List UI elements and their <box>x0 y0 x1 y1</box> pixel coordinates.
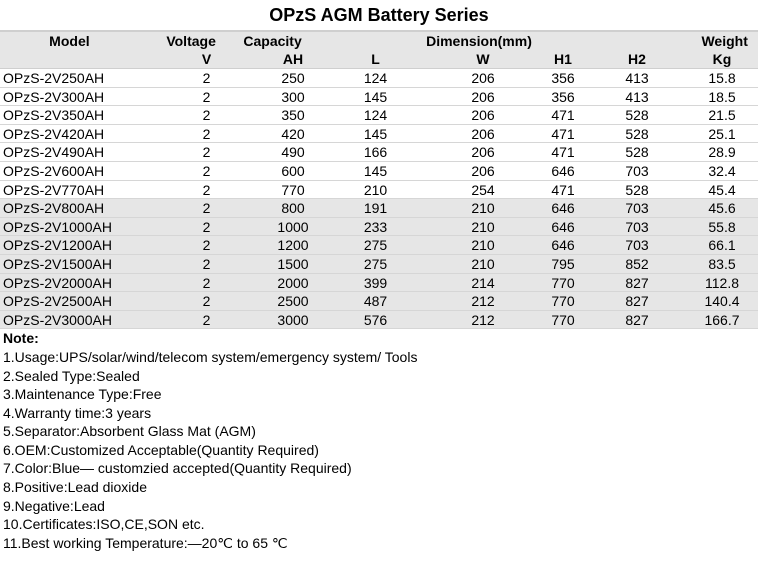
note-item: 8.Positive:Lead dioxide <box>3 479 147 496</box>
cell-v: 2 <box>202 181 211 198</box>
notes-list <box>3 348 758 553</box>
cell-v: 2 <box>202 70 211 86</box>
cell-h2: 528 <box>625 144 649 161</box>
cell-w: 210 <box>471 237 495 254</box>
cell-kg: 21.5 <box>708 107 736 124</box>
cell-l: 124 <box>363 70 388 86</box>
cell-model: OPzS-2V770AH <box>3 181 105 198</box>
cell-v: 2 <box>202 200 211 217</box>
cell-v: 2 <box>202 255 211 272</box>
cell-h1: 471 <box>551 107 575 124</box>
cell-h2: 413 <box>625 70 649 86</box>
cell-v: 2 <box>202 144 211 161</box>
cell-w: 210 <box>471 200 495 217</box>
cell-h1: 770 <box>551 274 575 291</box>
cell-w: 212 <box>471 311 495 328</box>
cell-model: OPzS-2V490AH <box>3 144 105 161</box>
cell-kg: 15.8 <box>708 70 736 86</box>
table-row <box>0 274 758 293</box>
cell-ah: 1500 <box>277 255 309 272</box>
cell-kg: 25.1 <box>708 125 736 142</box>
cell-w: 206 <box>471 70 495 86</box>
note-item: 7.Color:Blue— customzied accepted(Quantity Required) <box>3 460 352 477</box>
cell-kg: 32.4 <box>708 162 736 179</box>
cell-ah: 490 <box>281 144 305 161</box>
cell-kg: 18.5 <box>708 88 736 105</box>
cell-h2: 703 <box>625 237 649 254</box>
table-body <box>0 69 758 329</box>
note-item: 4.Warranty time:3 years <box>3 404 152 421</box>
header-voltage: Voltage <box>166 33 216 49</box>
cell-v: 2 <box>202 107 211 124</box>
cell-h2: 528 <box>625 107 649 124</box>
cell-ah: 300 <box>281 88 305 105</box>
note-item: 6.OEM:Customized Acceptable(Quantity Required) <box>3 441 319 458</box>
cell-l: 487 <box>363 293 388 310</box>
notes-section <box>0 329 758 552</box>
cell-h1: 356 <box>551 70 575 86</box>
cell-ah: 3000 <box>277 311 309 328</box>
cell-kg: 55.8 <box>708 218 736 235</box>
table-row <box>0 292 758 311</box>
cell-model: OPzS-2V300AH <box>3 88 105 105</box>
note-item: 5.Separator:Absorbent Glass Mat (AGM) <box>3 423 256 440</box>
cell-h1: 646 <box>551 200 575 217</box>
cell-h2: 528 <box>625 125 649 142</box>
cell-v: 2 <box>202 88 211 105</box>
cell-w: 210 <box>471 218 495 235</box>
cell-h1: 471 <box>551 181 575 198</box>
cell-model: OPzS-2V1000AH <box>3 218 112 235</box>
cell-l: 145 <box>363 162 388 179</box>
cell-l: 275 <box>363 237 388 254</box>
cell-l: 191 <box>363 200 388 217</box>
header-l: L <box>371 51 380 67</box>
notes-title: Note: <box>3 330 39 347</box>
cell-model: OPzS-2V800AH <box>3 200 105 217</box>
cell-ah: 770 <box>281 181 305 198</box>
cell-kg: 45.4 <box>708 181 736 198</box>
cell-h2: 827 <box>625 274 649 291</box>
header-h2: H2 <box>628 51 646 67</box>
cell-v: 2 <box>202 125 211 142</box>
cell-l: 145 <box>363 88 388 105</box>
cell-h2: 703 <box>625 200 649 217</box>
cell-h1: 646 <box>551 237 575 254</box>
header-capacity: Capacity <box>243 33 302 49</box>
note-item: 3.Maintenance Type:Free <box>3 386 162 403</box>
cell-ah: 2500 <box>277 293 309 310</box>
cell-kg: 83.5 <box>708 255 736 272</box>
table-row <box>0 311 758 330</box>
cell-h1: 471 <box>551 144 575 161</box>
cell-w: 212 <box>471 293 495 310</box>
cell-ah: 250 <box>281 70 305 86</box>
cell-v: 2 <box>202 293 211 310</box>
table-row <box>0 218 758 237</box>
table-row <box>0 255 758 274</box>
cell-ah: 350 <box>281 107 305 124</box>
cell-w: 206 <box>471 88 495 105</box>
cell-h1: 770 <box>551 293 575 310</box>
cell-w: 206 <box>471 125 495 142</box>
table-row <box>0 88 758 107</box>
page-title: OPzS AGM Battery Series <box>0 0 758 31</box>
cell-h2: 413 <box>625 88 649 105</box>
cell-l: 210 <box>363 181 388 198</box>
cell-l: 275 <box>363 255 388 272</box>
note-item: 2.Sealed Type:Sealed <box>3 367 140 384</box>
cell-kg: 112.8 <box>705 274 739 291</box>
table-header-row-2 <box>0 50 758 69</box>
table-row <box>0 162 758 181</box>
cell-model: OPzS-2V1500AH <box>3 255 112 272</box>
header-unit-kg: Kg <box>712 51 732 67</box>
cell-v: 2 <box>202 311 211 328</box>
cell-h2: 852 <box>625 255 649 272</box>
table-row <box>0 143 758 162</box>
header-unit-v: V <box>201 51 212 67</box>
table-row <box>0 236 758 255</box>
cell-l: 399 <box>363 274 388 291</box>
cell-model: OPzS-2V3000AH <box>3 311 112 328</box>
cell-h2: 528 <box>625 181 649 198</box>
cell-l: 166 <box>363 144 388 161</box>
note-item: 9.Negative:Lead <box>3 497 105 514</box>
cell-ah: 600 <box>281 162 305 179</box>
cell-model: OPzS-2V420AH <box>3 125 105 142</box>
header-w: W <box>476 51 490 67</box>
table-row <box>0 69 758 88</box>
cell-model: OPzS-2V250AH <box>3 70 105 86</box>
cell-ah: 1200 <box>277 237 309 254</box>
table-row <box>0 181 758 200</box>
table-header-row-1 <box>0 31 758 50</box>
cell-h1: 770 <box>551 311 575 328</box>
cell-h2: 703 <box>625 162 649 179</box>
table-row <box>0 125 758 144</box>
cell-v: 2 <box>202 237 211 254</box>
cell-l: 145 <box>363 125 388 142</box>
cell-h1: 646 <box>551 162 575 179</box>
cell-kg: 45.6 <box>708 200 736 217</box>
note-item: 1.Usage:UPS/solar/wind/telecom system/emergency system/ Tools <box>3 348 418 365</box>
header-model: Model <box>49 33 90 49</box>
cell-ah: 2000 <box>277 274 309 291</box>
cell-w: 254 <box>471 181 495 198</box>
header-unit-ah: AH <box>282 51 304 67</box>
cell-ah: 1000 <box>277 218 309 235</box>
cell-v: 2 <box>202 218 211 235</box>
cell-kg: 66.1 <box>708 237 736 254</box>
header-weight: Weight <box>701 33 748 49</box>
cell-kg: 140.4 <box>704 293 740 310</box>
cell-l: 233 <box>363 218 388 235</box>
cell-v: 2 <box>202 274 211 291</box>
cell-model: OPzS-2V350AH <box>3 107 105 124</box>
cell-h2: 827 <box>625 311 649 328</box>
cell-ah: 800 <box>281 200 305 217</box>
cell-l: 576 <box>363 311 388 328</box>
table-row <box>0 106 758 125</box>
cell-model: OPzS-2V600AH <box>3 162 105 179</box>
cell-model: OPzS-2V1200AH <box>3 237 112 254</box>
cell-v: 2 <box>202 162 211 179</box>
cell-model: OPzS-2V2000AH <box>3 274 112 291</box>
cell-w: 206 <box>471 107 495 124</box>
cell-h1: 356 <box>551 88 575 105</box>
cell-w: 206 <box>471 162 495 179</box>
cell-h1: 646 <box>551 218 575 235</box>
cell-model: OPzS-2V2500AH <box>3 293 112 310</box>
cell-kg: 28.9 <box>708 144 736 161</box>
table-row <box>0 199 758 218</box>
cell-l: 124 <box>363 107 388 124</box>
cell-h1: 795 <box>551 255 575 272</box>
cell-kg: 166.7 <box>704 311 740 328</box>
header-h1: H1 <box>554 51 572 67</box>
cell-ah: 420 <box>281 125 305 142</box>
note-item: 10.Certificates:ISO,CE,SON etc. <box>3 516 205 533</box>
cell-w: 206 <box>471 144 495 161</box>
note-item: 11.Best working Temperature:—20℃ to 65 ℃ <box>3 534 288 551</box>
cell-h2: 703 <box>625 218 649 235</box>
cell-h1: 471 <box>551 125 575 142</box>
header-dimension: Dimension(mm) <box>426 33 532 49</box>
cell-w: 210 <box>471 255 495 272</box>
cell-h2: 827 <box>625 293 649 310</box>
cell-w: 214 <box>471 274 495 291</box>
